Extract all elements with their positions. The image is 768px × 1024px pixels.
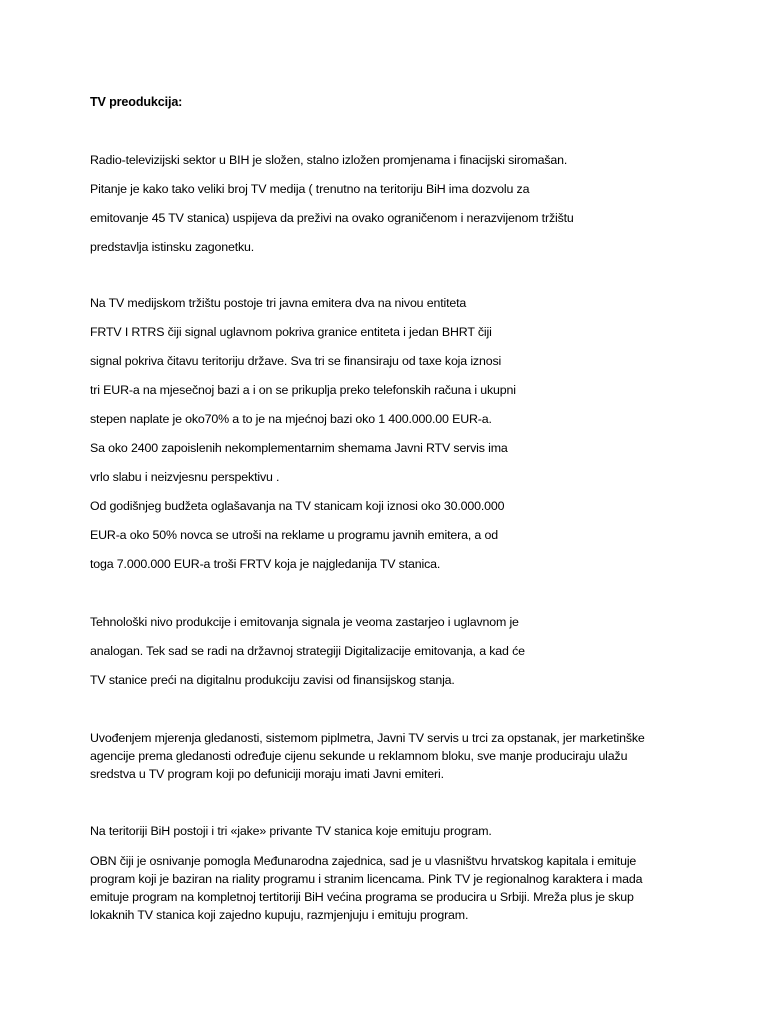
paragraph-line: Uvođenjem mjerenja gledanosti, sistemom piplmetra, Javni TV servis u trci za opstanak, jer marketinške (90, 731, 645, 745)
paragraph-line: Na TV medijskom tržištu postoje tri javna emitera dva na nivou entiteta (90, 296, 467, 310)
paragraph-line: emituje program na kompletnoj tertitoriji BiH većina programa se producira u Srbiji. Mreža plus je skup (90, 890, 634, 904)
paragraph-line: EUR-a oko 50% novca se utroši na reklame u programu javnih emitera, a od (90, 528, 498, 542)
paragraph-line: emitovanje 45 TV stanica) uspijeva da preživi na ovako ograničenom i nerazvijenom tržištu (90, 211, 574, 225)
paragraph-line: Pitanje je kako tako veliki broj TV medija ( trenutno na teritoriju BiH ima dozvolu za (90, 182, 530, 196)
paragraph-line: predstavlja istinsku zagonetku. (90, 240, 255, 254)
paragraph-line: toga 7.000.000 EUR-a troši FRTV koja je najgledanija TV stanica. (90, 557, 441, 571)
paragraph-line: TV stanice preći na digitalnu produkciju zavisi od finansijskog stanja. (90, 673, 455, 687)
paragraph-line: analogan. Tek sad se radi na državnoj strategiji Digitalizacije emitovanja, a kad će (90, 644, 525, 658)
paragraph-line: signal pokriva čitavu teritoriju države. Sva tri se finansiraju od taxe koja iznosi (90, 354, 502, 368)
paragraph-line: agencije prema gledanosti određuje cijenu sekunde u reklamnom bloku, sve manje produciraju ulažu (90, 749, 628, 763)
paragraph-line: OBN čiji je osnivanje pomogla Međunarodna zajednica, sad je u vlasništvu hrvatskog kapitala i emituje (90, 854, 637, 868)
paragraph-line: Sa oko 2400 zapoislenih nekomplementarnim shemama Javni RTV servis ima (90, 441, 508, 455)
document-title: TV preodukcija: (90, 95, 183, 109)
paragraph-line: Od godišnjeg budžeta oglašavanja na TV stanicam koji iznosi oko 30.000.000 (90, 499, 505, 513)
paragraph-line: Tehnološki nivo produkcije i emitovanja signala je veoma zastarjeo i uglavnom je (90, 615, 519, 629)
paragraph-line: program koji je baziran na riality programu i stranim licencama. Pink TV je regionalnog karaktera i mada (90, 872, 643, 886)
paragraph-line: FRTV I RTRS čiji signal uglavnom pokriva granice entiteta i jedan BHRT čiji (90, 325, 492, 339)
paragraph-line: tri EUR-a na mjesečnoj bazi a i on se prikuplja preko telefonskih računa i ukupni (90, 383, 516, 397)
paragraph-line: Radio-televizijski sektor u BIH je složen, stalno izložen promjenama i finacijski siromašan. (90, 153, 568, 167)
paragraph-line: lokaknih TV stanica koji zajedno kupuju, razmjenjuju i emituju program. (90, 908, 469, 922)
paragraph-line: stepen naplate je oko70% a to je na mjećnoj bazi oko 1 400.000.00 EUR-a. (90, 412, 492, 426)
paragraph-line: vrlo slabu i neizvjesnu perspektivu . (90, 470, 280, 484)
paragraph-line: Na teritoriji BiH postoji i tri «jake» privante TV stanica koje emituju program. (90, 824, 492, 838)
paragraph-line: sredstva u TV program koji po defuniciji moraju imati Javni emiteri. (90, 767, 444, 781)
